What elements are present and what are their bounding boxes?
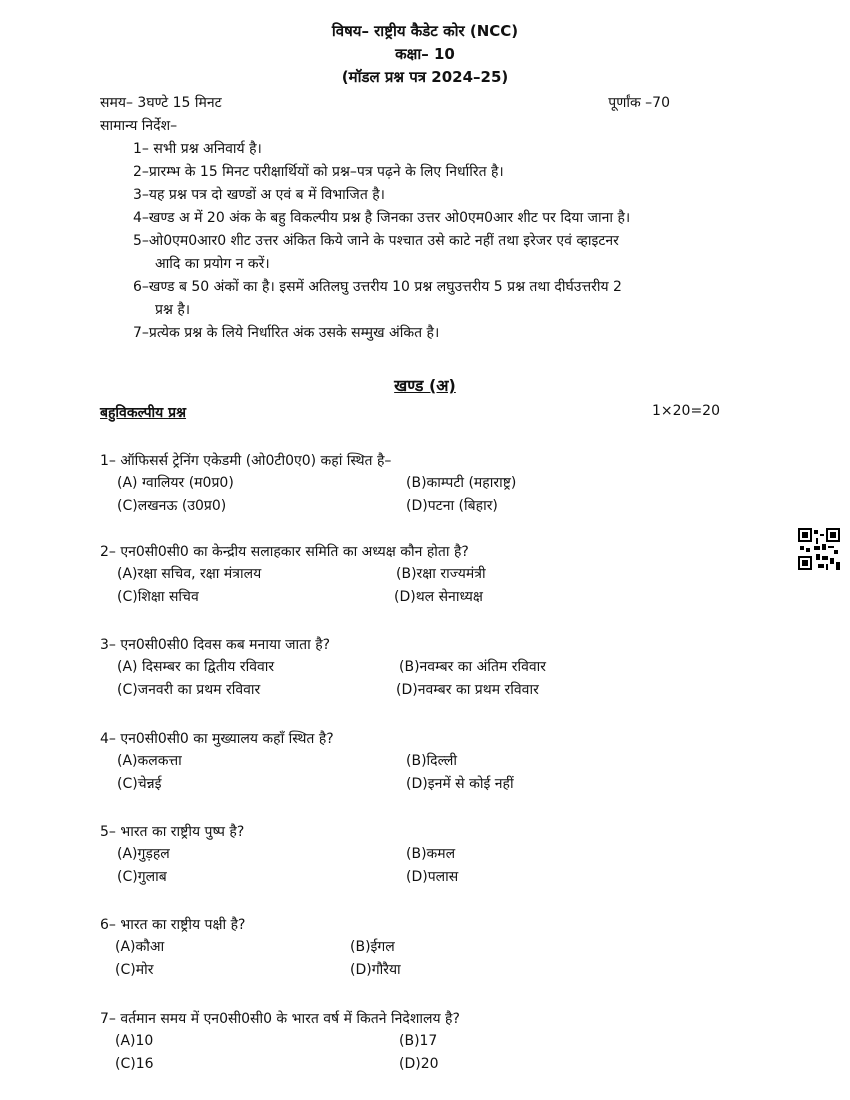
qr-code-icon bbox=[798, 528, 840, 570]
option-a: (A)रक्षा सचिव, रक्षा मंत्रालय bbox=[117, 566, 262, 582]
option-d: (D)नवम्बर का प्रथम रविवार bbox=[396, 682, 539, 698]
instruction-item: 2–प्रारम्भ के 15 मिनट परीक्षार्थियों को प्रश्न–पत्र पढ़ने के लिए निर्धारित है। bbox=[133, 164, 504, 180]
option-d: (D)20 bbox=[399, 1056, 439, 1072]
instruction-item: 5–ओ0एम0आर0 शीट उत्तर अंकित किये जाने के पश्चात उसे काटे नहीं तथा इरेजर एवं व्हाइटनर bbox=[133, 233, 619, 249]
paper-header bbox=[0, 20, 850, 89]
question-text: 1– ऑफिसर्स ट्रेनिंग एकेडमी (ओ0टी0ए0) कहां स्थित है– bbox=[100, 453, 392, 469]
option-c: (C)चेन्नई bbox=[117, 776, 162, 792]
mcq-heading bbox=[100, 403, 720, 422]
question-text: 4– एन0सी0सी0 का मुख्यालय कहाँ स्थित है? bbox=[100, 731, 334, 747]
question-3 bbox=[100, 634, 700, 702]
option-b: (B)दिल्ली bbox=[406, 753, 458, 769]
question-5 bbox=[100, 821, 700, 889]
option-a: (A) ग्वालियर (म0प्र0) bbox=[117, 475, 234, 491]
question-7 bbox=[100, 1008, 700, 1076]
question-2 bbox=[100, 541, 700, 609]
time-text: समय– 3घण्टे 15 मिनट bbox=[100, 95, 222, 111]
total-marks-text: पूर्णांक –70 bbox=[608, 95, 670, 111]
question-6 bbox=[100, 914, 700, 982]
question-1 bbox=[100, 450, 700, 518]
paper-title: (मॉडल प्रश्न पत्र 2024–25) bbox=[341, 68, 509, 86]
instruction-item: 4–खण्ड अ में 20 अंक के बहु विकल्पीय प्रश्न है जिनका उत्तर ओ0एम0आर शीट पर दिया जाना है। bbox=[133, 210, 631, 226]
section-title: खण्ड (अ) bbox=[394, 376, 456, 395]
meta-row bbox=[100, 93, 670, 112]
question-text: 6– भारत का राष्ट्रीय पक्षी है? bbox=[100, 917, 246, 933]
question-4 bbox=[100, 728, 700, 796]
instruction-item-continued: प्रश्न है। bbox=[155, 302, 191, 318]
question-text: 5– भारत का राष्ट्रीय पुष्प है? bbox=[100, 824, 245, 840]
option-c: (C)लखनऊ (उ0प्र0) bbox=[117, 498, 227, 514]
instruction-item: 3–यह प्रश्न पत्र दो खण्डों अ एवं ब में विभाजित है। bbox=[133, 187, 385, 203]
option-c: (C)गुलाब bbox=[117, 869, 167, 885]
instruction-item: 6–खण्ड ब 50 अंकों का है। इसमें अतिलघु उत्तरीय 10 प्रश्न लघुउत्तरीय 5 प्रश्न तथा दीर्घउत्तरीय 2 bbox=[133, 279, 622, 295]
option-b: (B)17 bbox=[399, 1033, 438, 1049]
option-c: (C)शिक्षा सचिव bbox=[117, 589, 199, 605]
option-a: (A)कलकत्ता bbox=[117, 753, 182, 769]
mcq-marks: 1×20=20 bbox=[652, 403, 720, 419]
option-b: (B)काम्पटी (महाराष्ट्र) bbox=[406, 475, 517, 491]
option-d: (D)पटना (बिहार) bbox=[406, 498, 498, 514]
option-c: (C)मोर bbox=[115, 962, 154, 978]
option-d: (D)गौरैया bbox=[350, 962, 401, 978]
general-instructions-title: सामान्य निर्देश– bbox=[100, 118, 178, 134]
option-a: (A)कौआ bbox=[115, 939, 165, 955]
mcq-label: बहुविकल्पीय प्रश्न bbox=[100, 405, 187, 421]
option-a: (A) दिसम्बर का द्वितीय रविवार bbox=[117, 659, 275, 675]
question-text: 2– एन0सी0सी0 का केन्द्रीय सलाहकार समिति का अध्यक्ष कौन होता है? bbox=[100, 544, 469, 560]
instructions-list bbox=[133, 138, 753, 345]
option-b: (B)नवम्बर का अंतिम रविवार bbox=[399, 659, 547, 675]
option-a: (A)गुड़हल bbox=[117, 846, 170, 862]
class-title: कक्षा– 10 bbox=[395, 45, 455, 63]
option-c: (C)जनवरी का प्रथम रविवार bbox=[117, 682, 261, 698]
instruction-item: 7–प्रत्येक प्रश्न के लिये निर्धारित अंक उसके सम्मुख अंकित है। bbox=[133, 325, 440, 341]
option-b: (B)कमल bbox=[406, 846, 456, 862]
instruction-item-continued: आदि का प्रयोग न करें। bbox=[155, 256, 270, 272]
option-b: (B)ईगल bbox=[350, 939, 395, 955]
option-c: (C)16 bbox=[115, 1056, 154, 1072]
instruction-item: 1– सभी प्रश्न अनिवार्य है। bbox=[133, 141, 262, 157]
option-a: (A)10 bbox=[115, 1033, 154, 1049]
option-d: (D)इनमें से कोई नहीं bbox=[406, 776, 514, 792]
option-d: (D)पलास bbox=[406, 869, 459, 885]
option-d: (D)थल सेनाध्यक्ष bbox=[394, 589, 483, 605]
option-b: (B)रक्षा राज्यमंत्री bbox=[396, 566, 486, 582]
question-text: 7– वर्तमान समय में एन0सी0सी0 के भारत वर्ष में कितने निदेशालय है? bbox=[100, 1011, 460, 1027]
subject-title: विषय– राष्ट्रीय कैडेट कोर (NCC) bbox=[331, 22, 519, 40]
question-text: 3– एन0सी0सी0 दिवस कब मनाया जाता है? bbox=[100, 637, 331, 653]
